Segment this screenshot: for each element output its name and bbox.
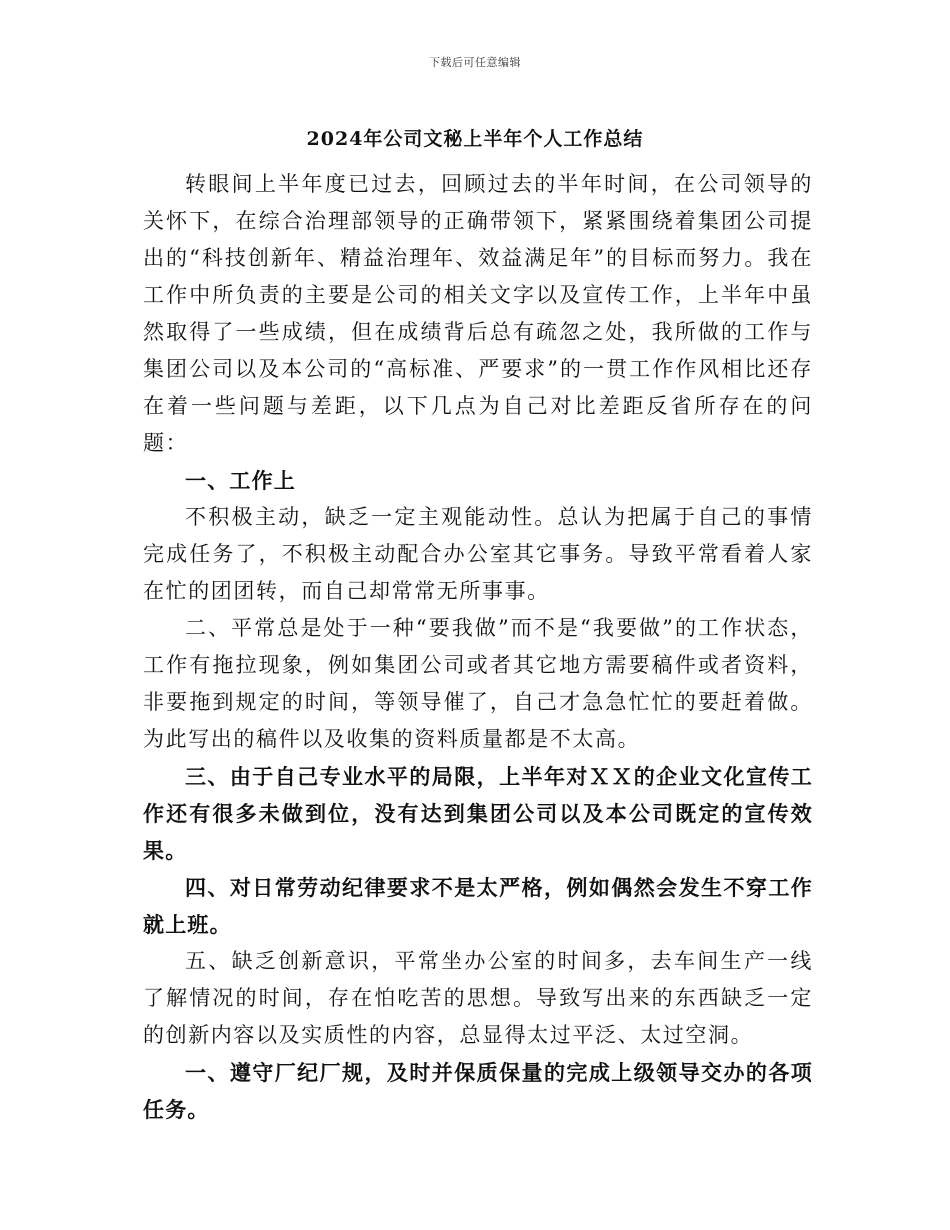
paragraph-discipline: 四、对日常劳动纪律要求不是太严格，例如偶然会发生不穿工作就上班。	[143, 875, 813, 937]
paragraph-initiative: 不积极主动，缺乏一定主观能动性。总认为把属于自己的事情完成任务了，不积极主动配合办公室其它事务。导致平常看着人家在忙的团团转，而自己却常常无所事事。	[143, 505, 813, 603]
paragraph-work-state: 二、平常总是处于一种“要我做”而不是“我要做”的工作状态，工作有拖拉现象，例如集团公司或者其它地方需要稿件或者资料，非要拖到规定的时间，等领导催了，自己才急急忙忙的要赶着做。为此写出的稿件以及收集的资料质量都是不太高。	[143, 616, 813, 751]
intro-paragraph: 转眼间上半年度已过去，回顾过去的半年时间，在公司领导的关怀下，在综合治理部领导的正确带领下，紧紧围绕着集团公司提出的“科技创新年、精益治理年、效益满足年”的目标而努力。我在工作中所负责的主要是公司的相关文字以及宣传工作，上半年中虽然取得了一些成绩，但在成绩背后总有疏忽之处，我所做的工作与集团公司以及本公司的“高标准、严要求”的一贯工作作风相比还存在着一些问题与差距，以下几点为自己对比差距反省所存在的问题：	[143, 172, 813, 455]
header-note: 下载后可任意编辑	[429, 56, 521, 69]
paragraph-compliance: 一、遵守厂纪厂规，及时并保质保量的完成上级领导交办的各项任务。	[143, 1060, 813, 1122]
paragraph-professional-level: 三、由于自己专业水平的局限，上半年对ＸＸ的企业文化宣传工作还有很多未做到位，没有达到集团公司以及本公司既定的宣传效果。	[143, 764, 813, 863]
document-body	[143, 166, 813, 1128]
section-heading-work: 一、工作上	[185, 468, 296, 493]
document-title: 2024年公司文秘上半年个人工作总结	[306, 128, 644, 150]
paragraph-innovation: 五、缺乏创新意识，平常坐办公室的时间多，去车间生产一线了解情况的时间，存在怕吃苦的思想。导致写出来的东西缺乏一定的创新内容以及实质性的内容，总显得太过平泛、太过空洞。	[143, 949, 813, 1047]
